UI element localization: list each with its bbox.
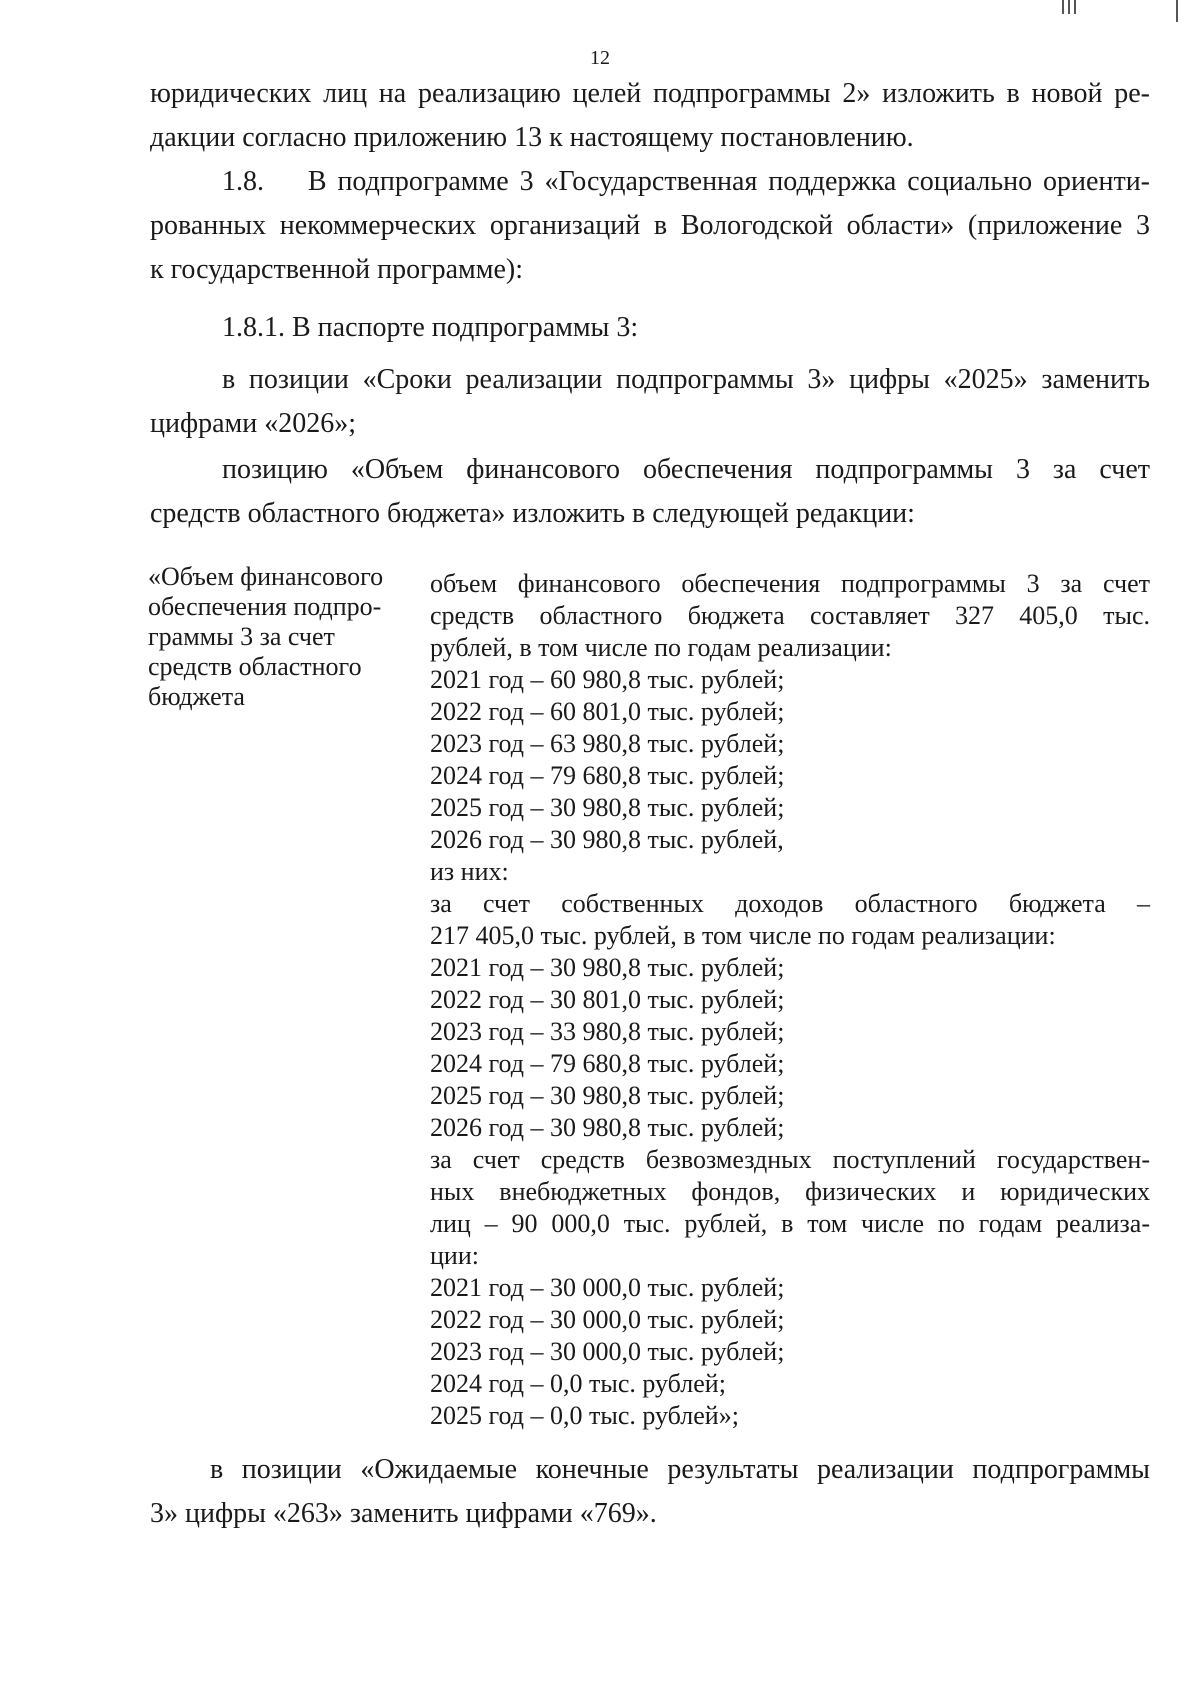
table-right-line: 2022 год – 60 801,0 тыс. рублей; <box>430 697 785 726</box>
table-right-line: из них: <box>430 857 509 886</box>
table-right-line: 2023 год – 63 980,8 тыс. рублей; <box>430 729 785 758</box>
results-position-paragraph <box>150 1448 1150 1536</box>
terms-position-line-2: цифрами «2026»; <box>150 408 357 439</box>
intro-line-1: юридических лиц на реализацию целей подпрограммы 2» изложить в новой ре- <box>150 78 1150 109</box>
table-right-line: средств областного бюджета составляет 327 405,0 тыс. <box>430 601 1150 630</box>
table-right-line: 2023 год – 30 000,0 тыс. рублей; <box>430 1337 785 1366</box>
table-right-line: ных внебюджетных фондов, физических и юридических <box>430 1177 1150 1206</box>
results-position-line-1: в позиции «Ожидаемые конечные результаты реализации подпрограммы <box>210 1454 1150 1485</box>
table-right-line: ции: <box>430 1241 479 1270</box>
section-1-8-line-1: 1.8. В подпрограмме 3 «Государственная поддержка социально ориенти- <box>222 166 1150 197</box>
table-left-line: средств областного <box>148 652 362 681</box>
page-number: 12 <box>590 47 610 69</box>
table-right-line: 2025 год – 30 980,8 тыс. рублей; <box>430 1081 785 1110</box>
table-right-line: 2022 год – 30 000,0 тыс. рублей; <box>430 1305 785 1334</box>
table-left-line: «Объем финансового <box>148 562 384 591</box>
scan-mark <box>1176 0 1178 22</box>
table-right-line: лиц – 90 000,0 тыс. рублей, в том числе по годам реализа- <box>430 1209 1150 1238</box>
section-1-8-1-text: 1.8.1. В паспорте подпрограммы 3: <box>222 312 639 343</box>
table-right-line: 2025 год – 0,0 тыс. рублей»; <box>430 1401 739 1430</box>
table-left-line: граммы 3 за счет <box>148 622 335 651</box>
table-left-line: обеспечения подпро- <box>148 592 382 621</box>
table-left-column <box>148 562 418 712</box>
table-right-line: 2024 год – 79 680,8 тыс. рублей; <box>430 761 785 790</box>
section-1-8-line-2: рованных некоммерческих организаций в Вологодской области» (приложение 3 <box>150 210 1150 241</box>
table-right-column <box>430 568 1150 1432</box>
table-right-line: 217 405,0 тыс. рублей, в том числе по годам реализации: <box>430 921 1056 950</box>
table-right-line: 2025 год – 30 980,8 тыс. рублей; <box>430 793 785 822</box>
results-position-line-2: 3» цифры «263» заменить цифрами «769». <box>150 1498 657 1529</box>
scan-mark <box>1074 0 1076 14</box>
table-right-line: 2021 год – 60 980,8 тыс. рублей; <box>430 665 785 694</box>
table-right-line: 2026 год – 30 980,8 тыс. рублей, <box>430 825 784 854</box>
section-1-8-line-3: к государственной программе): <box>150 254 524 285</box>
table-right-line: 2021 год – 30 980,8 тыс. рублей; <box>430 953 785 982</box>
section-1-8-paragraph <box>150 160 1150 292</box>
table-left-line: бюджета <box>148 682 245 711</box>
volume-position-paragraph <box>150 448 1150 536</box>
table-right-line: за счет собственных доходов областного бюджета – <box>430 889 1150 918</box>
scan-mark <box>1062 0 1064 14</box>
terms-position-paragraph <box>150 358 1150 446</box>
intro-line-2: дакции согласно приложению 13 к настоящему постановлению. <box>150 122 914 153</box>
volume-position-line-1: позицию «Объем финансового обеспечения подпрограммы 3 за счет <box>222 454 1150 485</box>
table-right-line: 2026 год – 30 980,8 тыс. рублей; <box>430 1113 785 1142</box>
section-1-8-1-heading <box>150 306 1200 350</box>
table-right-line: 2021 год – 30 000,0 тыс. рублей; <box>430 1273 785 1302</box>
table-right-line: рублей, в том числе по годам реализации: <box>430 633 892 662</box>
table-right-line: 2024 год – 79 680,8 тыс. рублей; <box>430 1049 785 1078</box>
intro-paragraph <box>150 72 1150 160</box>
table-right-line: объем финансового обеспечения подпрограммы 3 за счет <box>430 569 1150 598</box>
scan-mark <box>1068 0 1070 14</box>
volume-position-line-2: средств областного бюджета» изложить в следующей редакции: <box>150 498 915 529</box>
table-right-line: 2023 год – 33 980,8 тыс. рублей; <box>430 1017 785 1046</box>
terms-position-line-1: в позиции «Сроки реализации подпрограммы 3» цифры «2025» заменить <box>222 364 1150 395</box>
table-right-line: 2022 год – 30 801,0 тыс. рублей; <box>430 985 785 1014</box>
table-right-line: 2024 год – 0,0 тыс. рублей; <box>430 1369 726 1398</box>
table-right-line: за счет средств безвозмездных поступлений государствен- <box>430 1145 1150 1174</box>
